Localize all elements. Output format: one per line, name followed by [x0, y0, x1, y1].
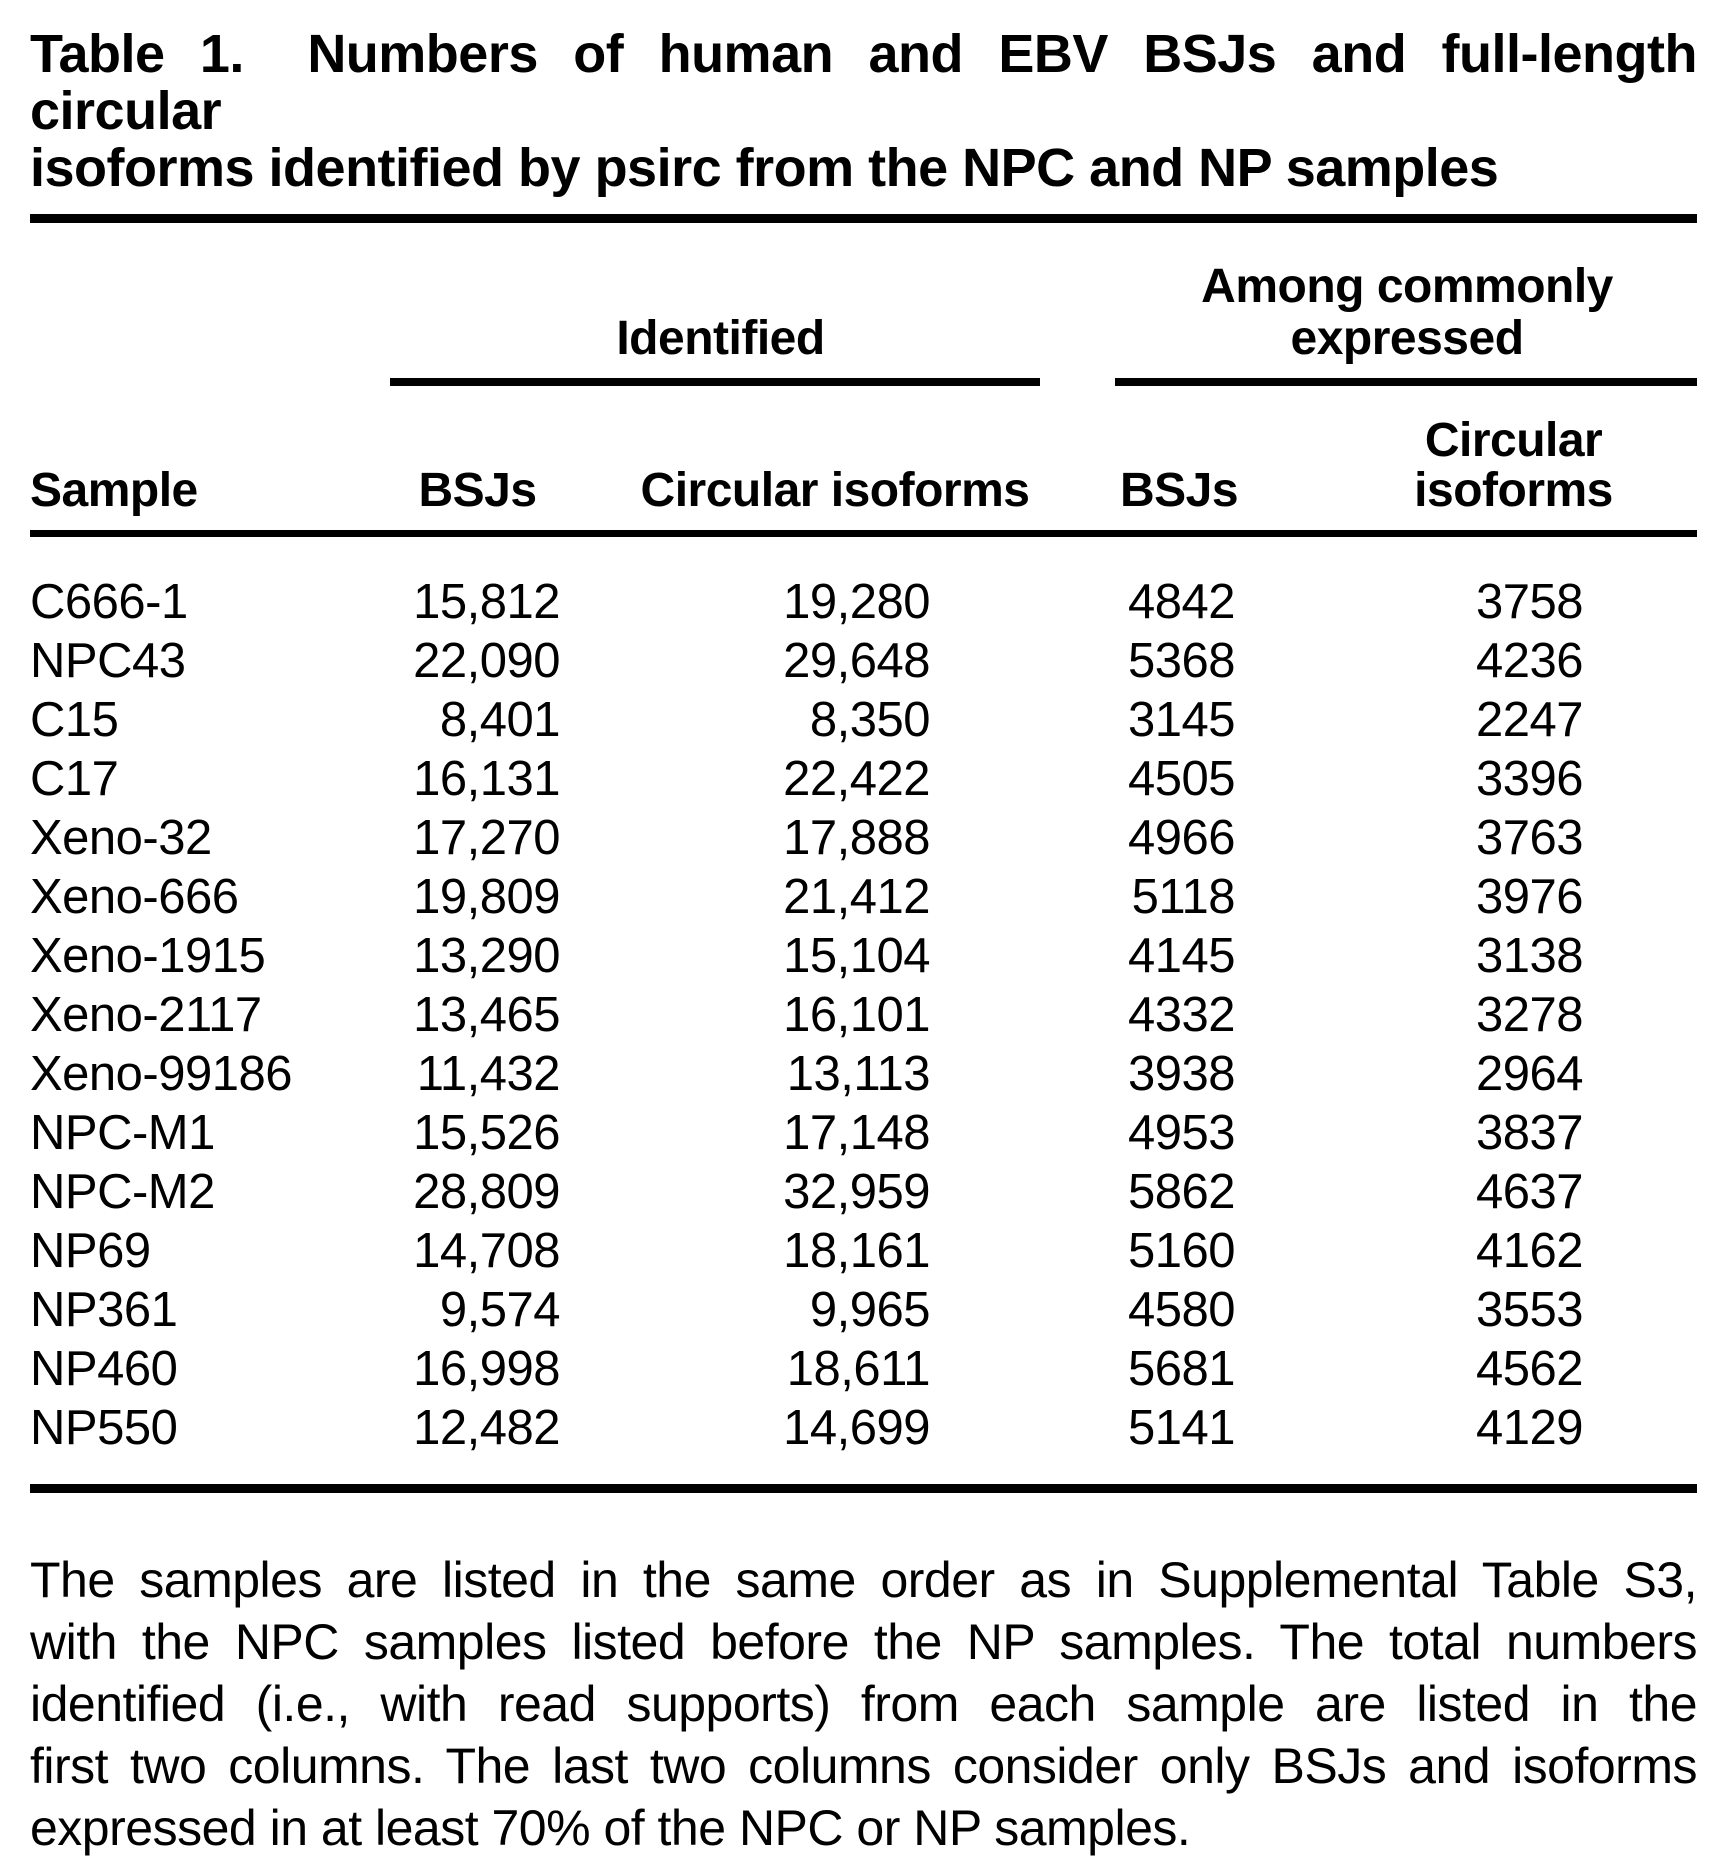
- table-row: [30, 750, 1697, 809]
- table-row: [30, 1222, 1697, 1281]
- cell-circ-common: 4129: [1476, 1401, 1584, 1455]
- data-table: [30, 223, 1697, 1484]
- footnote-line: The samples are listed in the same order as in Supplemental Table S3,: [30, 1552, 1697, 1608]
- cell-circ-common: 3758: [1476, 575, 1584, 629]
- cell-circ-identified: 13,113: [786, 1047, 931, 1101]
- cell-sample: NP361: [30, 1283, 178, 1337]
- group-underline-identified: [390, 378, 1040, 386]
- table-number-label: Table 1.: [30, 24, 244, 84]
- group-label-identified: Identified: [616, 312, 825, 365]
- cell-sample: Xeno-1915: [30, 929, 266, 983]
- cell-circ-common: 3138: [1476, 929, 1584, 983]
- cell-bsjs-common: 5118: [1131, 870, 1236, 924]
- group-header-spacer: [30, 223, 360, 386]
- cell-bsjs-common: 4332: [1128, 988, 1236, 1042]
- bottom-rule-divider: [30, 1484, 1697, 1493]
- cell-circ-identified: 15,104: [783, 929, 931, 983]
- table-title-line2: isoforms identified by psirc from the NPC and NP samples: [30, 138, 1499, 198]
- cell-circ-common: 4236: [1476, 634, 1584, 688]
- table-title: [30, 26, 1697, 197]
- cell-bsjs-identified: 16,131: [413, 752, 560, 806]
- cell-bsjs-identified: 28,809: [413, 1165, 560, 1219]
- table-row: [30, 927, 1697, 986]
- cell-bsjs-common: 5368: [1128, 634, 1236, 688]
- table-row: [30, 534, 1697, 633]
- cell-bsjs-common: 3938: [1128, 1047, 1236, 1101]
- cell-bsjs-common: 4953: [1128, 1106, 1236, 1160]
- cell-bsjs-common: 4580: [1128, 1283, 1236, 1337]
- table-row: [30, 1045, 1697, 1104]
- cell-circ-identified: 29,648: [783, 634, 931, 688]
- table-header: [30, 223, 1697, 534]
- cell-sample: Xeno-666: [30, 870, 239, 924]
- cell-bsjs-identified: 12,482: [413, 1401, 560, 1455]
- cell-sample: NP550: [30, 1401, 178, 1455]
- cell-circ-common: 3553: [1476, 1283, 1584, 1337]
- cell-bsjs-identified: 22,090: [413, 634, 560, 688]
- cell-bsjs-identified: 14,708: [413, 1224, 560, 1278]
- footnote-line: expressed in at least 70% of the NPC or NP samples.: [30, 1800, 1191, 1856]
- group-label-common: Among commonly expressed: [1201, 260, 1613, 365]
- cell-bsjs-common: 3145: [1128, 693, 1236, 747]
- cell-sample: NPC43: [30, 634, 186, 688]
- cell-bsjs-identified: 15,812: [413, 575, 560, 629]
- cell-sample: NPC-M1: [30, 1106, 215, 1160]
- cell-bsjs-identified: 16,998: [413, 1342, 560, 1396]
- column-header-bsjs-common: BSJs: [1045, 386, 1245, 534]
- table-title-line1: [30, 26, 1697, 140]
- cell-bsjs-common: 5681: [1128, 1342, 1236, 1396]
- cell-circ-common: 3278: [1476, 988, 1584, 1042]
- group-header-identified: [360, 223, 1045, 386]
- table-row: [30, 691, 1697, 750]
- cell-circ-common: 3763: [1476, 811, 1584, 865]
- cell-circ-common: 4562: [1476, 1342, 1584, 1396]
- cell-circ-identified: 14,699: [783, 1401, 931, 1455]
- cell-circ-identified: 16,101: [783, 988, 931, 1042]
- cell-circ-identified: 18,161: [783, 1224, 931, 1278]
- cell-sample: NP460: [30, 1342, 178, 1396]
- cell-bsjs-common: 5160: [1128, 1224, 1236, 1278]
- cell-circ-identified: 21,412: [783, 870, 931, 924]
- footnote-line: identified (i.e., with read supports) from each sample are listed in the: [30, 1676, 1697, 1732]
- table-body: [30, 534, 1697, 1485]
- table-title-text: Numbers of human and EBV BSJs and full-length circular: [30, 24, 1697, 141]
- cell-circ-identified: 32,959: [783, 1165, 931, 1219]
- cell-bsjs-common: 4966: [1128, 811, 1236, 865]
- cell-bsjs-identified: 13,290: [413, 929, 560, 983]
- cell-circ-common: 3837: [1476, 1106, 1584, 1160]
- table-row: [30, 1163, 1697, 1222]
- cell-bsjs-common: 5862: [1128, 1165, 1236, 1219]
- table-row: [30, 868, 1697, 927]
- column-header-circ-common: Circular isoforms: [1245, 386, 1697, 534]
- cell-circ-identified: 17,888: [783, 811, 931, 865]
- group-header-row: [30, 223, 1697, 386]
- cell-bsjs-common: 4505: [1128, 752, 1236, 806]
- footnote-line: with the NPC samples listed before the NP samples. The total numbers: [30, 1614, 1697, 1670]
- cell-circ-common: 3396: [1476, 752, 1584, 806]
- table-row: [30, 1104, 1697, 1163]
- cell-sample: Xeno-99186: [30, 1047, 293, 1101]
- cell-sample: C17: [30, 752, 119, 806]
- cell-bsjs-identified: 9,574: [439, 1283, 560, 1337]
- cell-circ-common: 2247: [1476, 693, 1584, 747]
- cell-circ-common: 4637: [1476, 1165, 1584, 1219]
- table-row: [30, 1340, 1697, 1399]
- cell-bsjs-identified: 11,432: [416, 1047, 560, 1101]
- cell-bsjs-common: 5141: [1128, 1401, 1236, 1455]
- cell-bsjs-common: 4842: [1128, 575, 1236, 629]
- table-footnote: [30, 1549, 1697, 1859]
- cell-circ-common: 4162: [1476, 1224, 1584, 1278]
- column-header-bsjs-identified: BSJs: [360, 386, 565, 534]
- cell-sample: C15: [30, 693, 119, 747]
- table-row: [30, 809, 1697, 868]
- cell-circ-identified: 8,350: [809, 693, 931, 747]
- top-rule-divider: [30, 214, 1697, 223]
- cell-circ-identified: 22,422: [783, 752, 931, 806]
- group-underline-common: [1115, 378, 1697, 386]
- cell-bsjs-identified: 19,809: [413, 870, 560, 924]
- column-header-sample: Sample: [30, 386, 360, 534]
- footnote-line: first two columns. The last two columns consider only BSJs and isoforms: [30, 1738, 1697, 1794]
- table-row: [30, 1281, 1697, 1340]
- cell-bsjs-identified: 15,526: [413, 1106, 560, 1160]
- cell-bsjs-identified: 8,401: [439, 693, 560, 747]
- cell-sample: C666-1: [30, 575, 188, 629]
- cell-circ-identified: 17,148: [783, 1106, 931, 1160]
- cell-sample: Xeno-2117: [30, 988, 262, 1042]
- column-header-row: [30, 386, 1697, 534]
- cell-circ-identified: 18,611: [786, 1342, 931, 1396]
- cell-bsjs-common: 4145: [1128, 929, 1236, 983]
- cell-sample: NPC-M2: [30, 1165, 215, 1219]
- cell-sample: Xeno-32: [30, 811, 212, 865]
- table-row: [30, 632, 1697, 691]
- cell-circ-common: 3976: [1476, 870, 1584, 924]
- cell-bsjs-identified: 13,465: [413, 988, 560, 1042]
- group-header-common: [1045, 223, 1697, 386]
- table-row: [30, 1399, 1697, 1484]
- cell-sample: NP69: [30, 1224, 151, 1278]
- column-header-circ-identified: Circular isoforms: [565, 386, 1045, 534]
- table-row: [30, 986, 1697, 1045]
- cell-circ-identified: 9,965: [809, 1283, 931, 1337]
- cell-bsjs-identified: 17,270: [413, 811, 560, 865]
- cell-circ-common: 2964: [1476, 1047, 1584, 1101]
- cell-circ-identified: 19,280: [783, 575, 931, 629]
